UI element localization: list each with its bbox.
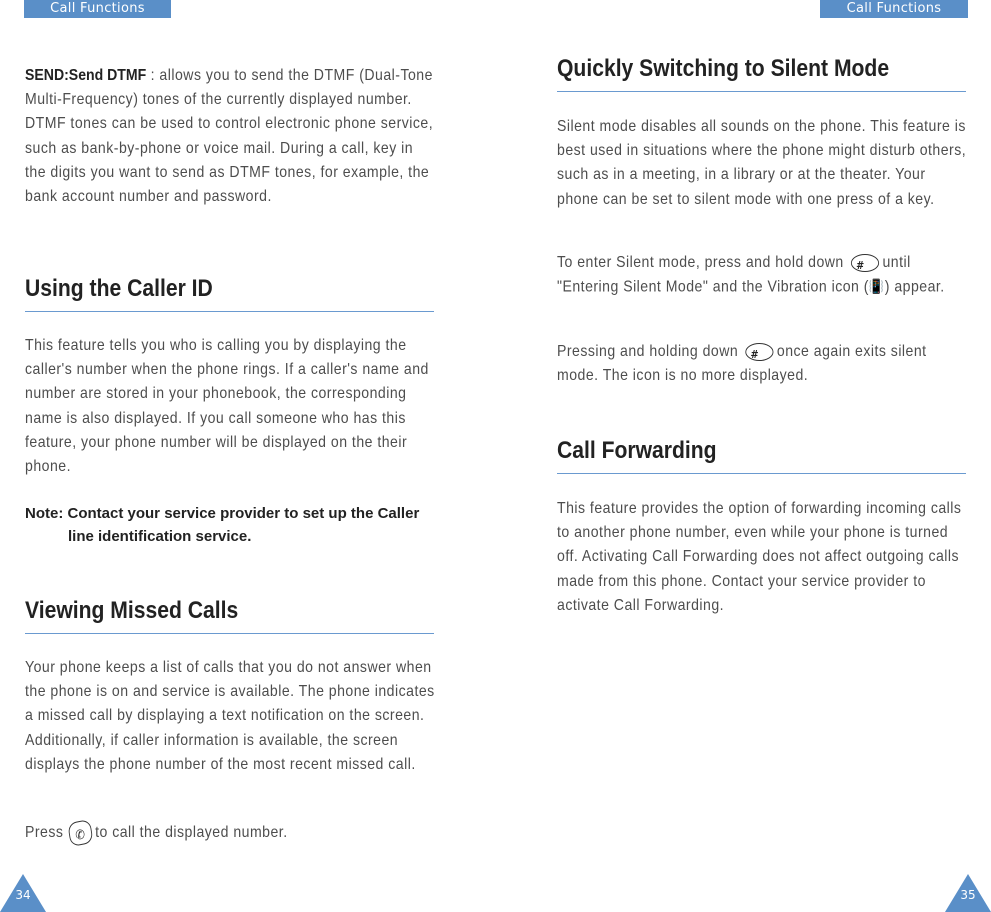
silent-p2-middle: until "Entering Silent Mode" and the Vibration icon ( (557, 254, 911, 296)
caller-id-paragraph: This feature tells you who is calling you by displaying the caller's number when the phone rings. If a caller's name and number are stored in your phonebook, the corresponding name is also displayed. If you call someone who has this feature, your phone number will be displayed on the their phone. (25, 337, 429, 476)
press-after: to call the displayed number. (95, 824, 288, 842)
silent-p3-before: Pressing and holding down (557, 343, 739, 360)
section-tab-right: Call Functions (820, 0, 968, 18)
silent-mode-rule (557, 91, 966, 92)
vibration-icon: 📳 (868, 279, 885, 296)
page-number-left: 34 (15, 888, 31, 902)
send-key-icon: ✆ (67, 819, 93, 847)
caller-id-rule (25, 311, 434, 312)
call-forwarding-rule (557, 473, 966, 474)
silent-mode-heading: Quickly Switching to Silent Mode (557, 55, 890, 82)
note-text: Contact your service provider to set up the Caller (67, 505, 420, 522)
missed-calls-rule (25, 633, 434, 634)
silent-p2-before: To enter Silent mode, press and hold down (557, 254, 844, 271)
silent-mode-paragraph-1: Silent mode disables all sounds on the phone. This feature is best used in situations where the phone might disturb others, such as in a meeting, in a library or at the theater. Your phone can be set to silent mode with one press of a key. (557, 118, 967, 208)
call-forwarding-heading: Call Forwarding (557, 437, 717, 464)
send-dtmf-term: SEND:Send DTMF (25, 67, 147, 84)
section-tab-left: Call Functions (24, 0, 171, 18)
send-dtmf-text: : allows you to send the DTMF (Dual-Tone Multi-Frequency) tones of the currently displayed number. DTMF tones can be used to control electronic phone service, such as bank-by-phone or voice mail. During a call, key in the digits you want to send as DTMF tones, for example, the bank account number and password. (25, 67, 434, 206)
missed-calls-heading: Viewing Missed Calls (25, 597, 239, 624)
hash-key-icon: # (851, 254, 879, 272)
page-number-right: 35 (960, 888, 976, 902)
caller-id-note: Note: Contact your service provider to set up the Caller line identification service. (25, 502, 455, 548)
note-label: Note (25, 505, 59, 522)
press-send-line (25, 821, 435, 845)
missed-calls-paragraph: Your phone keeps a list of calls that you do not answer when the phone is on and service is available. The phone indicates a missed call by displaying a text notification on the screen. Additionally, if caller information is available, the screen displays the phone number of the most recent missed call. (25, 659, 435, 773)
hash-key-icon: # (745, 343, 773, 361)
caller-id-heading: Using the Caller ID (25, 275, 213, 302)
silent-mode-paragraph-3 (557, 340, 967, 388)
silent-p3-after: once again exits silent mode. The icon is no more displayed. (557, 343, 927, 385)
call-forwarding-paragraph: This feature provides the option of forwarding incoming calls to another phone number, even while your phone is turned off. Activating Call Forwarding does not affect outgoing calls made from this phone. Contact your service provider to activate Call Forwarding. (557, 500, 962, 614)
silent-p2-after: ) appear. (884, 278, 945, 296)
send-dtmf-paragraph (25, 64, 435, 209)
note-text-continued: line identification service. (68, 528, 252, 545)
silent-mode-paragraph-2 (557, 251, 967, 300)
press-before: Press (25, 824, 64, 842)
